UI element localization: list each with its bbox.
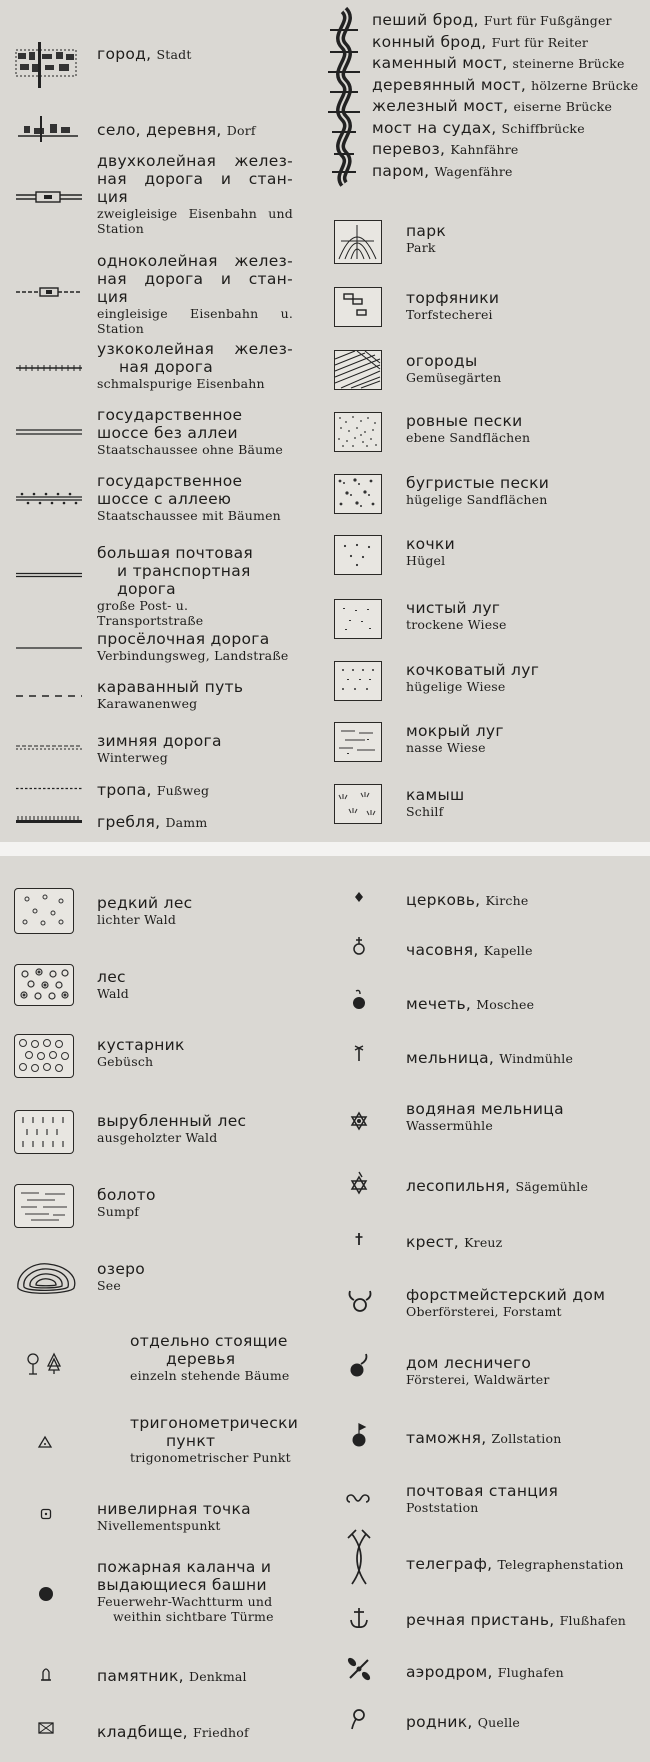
legend-item-double-track-railway — [0, 150, 330, 240]
label-de-car-ferry: Wagenfähre — [434, 163, 513, 179]
label-de-stone-bridge: steinerne Brücke — [512, 56, 625, 71]
label-ru-chapel: часовня, — [406, 941, 479, 959]
label-ru-caravan-route-1: караванный путь — [97, 678, 244, 696]
label-ru-iron-bridge: железный мост, — [372, 97, 509, 115]
label-ru-leveling-point: нивелирная точка — [97, 1500, 251, 1518]
clearcut-icon — [14, 1110, 74, 1154]
reeds-icon — [334, 784, 382, 824]
crossings-list — [372, 10, 647, 182]
legend-item-lake — [0, 1254, 330, 1310]
label-ru-single-track-1: одноколейная желез- — [97, 252, 293, 270]
label-ru-swamp: болото — [97, 1186, 156, 1204]
cross-icon — [354, 1232, 364, 1246]
legend-item-village — [0, 108, 330, 148]
country-road-icon — [16, 646, 82, 650]
label-ru-trig-point-2: пункт — [166, 1432, 216, 1450]
label-ru-foot-ford: пеший брод, — [372, 11, 479, 29]
label-ru-fire-tower-1: пожарная каланча и — [97, 1558, 272, 1576]
label-de-forestry-office: Oberförsterei, Forstamt — [406, 1304, 562, 1319]
legend-item-reeds — [330, 780, 650, 836]
label-de-cross: Kreuz — [464, 1235, 503, 1250]
label-ru-forester-house: дом лесничего — [406, 1354, 532, 1372]
path-icon — [16, 787, 82, 790]
label-de-windmill: Windmühle — [499, 1051, 574, 1066]
label-de-shrubs: Gebüsch — [97, 1054, 154, 1069]
label-ru-wooden-bridge: деревянный мост, — [372, 75, 527, 94]
legend-item-dam — [0, 808, 330, 834]
label-de-spring: Quelle — [477, 1715, 521, 1730]
label-ru-single-track-2: ная дорога и стан- — [97, 270, 293, 288]
label-ru-highway-no-trees-1: государственное — [97, 406, 243, 424]
label-ru-flat-sand: ровные пески — [406, 412, 523, 430]
label-ru-gardens: огороды — [406, 352, 478, 370]
legend-item-clearcut — [0, 1106, 330, 1166]
label-ru-winter-road-1: зимняя дорога — [97, 732, 222, 750]
label-ru-boat-ferry: перевоз, — [372, 140, 446, 158]
spring-icon — [350, 1708, 366, 1730]
label-ru-single-track-3: ция — [97, 288, 128, 306]
legend-item-monument — [0, 1658, 330, 1694]
city-icon — [12, 40, 82, 90]
trig-point-icon — [38, 1436, 52, 1448]
label-ru-narrow-gauge-1: узкоколейная желез- — [97, 340, 293, 358]
label-ru-double-track-3: ция — [97, 188, 128, 206]
legend-item-telegraph — [330, 1530, 650, 1596]
label-ru-highway-no-trees-2: шоссе без аллеи — [97, 424, 238, 442]
legend-item-river-pier — [330, 1604, 650, 1644]
label-de-fire-tower-1: Feuerwehr-Wachtturm und — [97, 1594, 273, 1609]
sawmill-icon — [350, 1172, 368, 1194]
label-ru-sawmill: лесопильня, — [406, 1177, 511, 1195]
hummocks-icon — [334, 535, 382, 575]
forest-icon — [14, 964, 74, 1006]
label-ru-airfield: аэродром, — [406, 1663, 493, 1681]
label-ru-path: тропа, — [97, 781, 152, 799]
label-de-hummocks: Hügel — [406, 553, 446, 568]
post-road-icon — [16, 572, 82, 578]
label-de-park: Park — [406, 240, 436, 255]
river-pier-icon — [348, 1606, 370, 1630]
label-ru-wet-meadow: мокрый луг — [406, 722, 504, 740]
legend-item-dry-meadow — [330, 595, 650, 651]
watermill-icon — [350, 1112, 368, 1130]
label-de-post-station: Poststation — [406, 1500, 479, 1515]
legend-item-post-station — [330, 1480, 650, 1528]
highway-no-trees-icon — [16, 428, 82, 436]
highway-trees-icon — [16, 492, 82, 504]
double-track-railway-icon — [16, 190, 82, 204]
legend-item-single-track-railway — [0, 250, 330, 336]
label-ru-single-trees-1: отдельно стоящие — [130, 1332, 288, 1350]
legend-item-customs — [330, 1418, 650, 1462]
label-ru-telegraph: телеграф, — [406, 1555, 493, 1573]
label-de-watermill: Wassermühle — [406, 1118, 493, 1133]
label-ru-windmill: мельница, — [406, 1049, 495, 1067]
label-de-dam: Damm — [165, 815, 208, 830]
legend-item-forestry-office — [330, 1284, 650, 1332]
label-de-trig-point-1: trigonometrischer Punkt — [130, 1450, 291, 1465]
label-ru-customs: таможня, — [406, 1429, 487, 1447]
legend-item-path — [0, 778, 330, 802]
hummocky-meadow-icon — [334, 661, 382, 701]
label-de-telegraph: Telegraphenstation — [497, 1557, 624, 1572]
label-ru-clearcut: вырубленный лес — [97, 1112, 247, 1130]
label-ru-cemetery: кладбище, — [97, 1723, 188, 1741]
legend-item-windmill — [330, 1040, 650, 1080]
label-de-double-track-2: Station — [97, 221, 145, 236]
label-de-hummocky-meadow: hügelige Wiese — [406, 679, 506, 694]
label-de-clearcut: ausgeholzter Wald — [97, 1130, 218, 1145]
legend-item-cemetery — [0, 1710, 330, 1750]
label-ru-forestry-office: форстмейстерский дом — [406, 1286, 606, 1304]
label-de-wooden-bridge: hölzerne Brücke — [531, 77, 639, 93]
label-de-narrow-gauge-1: schmalspurige Eisenbahn — [97, 376, 265, 391]
label-ru-mosque: мечеть, — [406, 995, 472, 1013]
narrow-gauge-railway-icon — [16, 364, 82, 372]
legend-item-narrow-gauge-railway — [0, 338, 330, 394]
telegraph-icon — [344, 1530, 374, 1588]
legend-item-peat — [330, 283, 650, 339]
legend-item-spring — [330, 1706, 650, 1750]
forestry-office-icon — [346, 1288, 374, 1314]
label-de-peat: Torfstecherei — [406, 307, 493, 322]
legend-item-gardens — [330, 346, 650, 402]
legend-item-forester-house — [330, 1348, 650, 1396]
label-de-flat-sand: ebene Sandflächen — [406, 430, 531, 445]
legend-item-single-trees — [0, 1330, 330, 1400]
river-crossings-icon — [322, 8, 366, 186]
fire-tower-icon — [38, 1586, 54, 1602]
legend-item-caravan-route — [0, 676, 330, 716]
cemetery-icon — [38, 1722, 54, 1734]
legend-item-highway-trees — [0, 470, 330, 528]
label-de-caravan-route-1: Karawanenweg — [97, 696, 198, 711]
label-de-iron-bridge: eiserne Brücke — [513, 99, 613, 114]
hilly-sand-icon — [334, 474, 382, 514]
legend-item-country-road — [0, 628, 330, 668]
label-de-reeds: Schilf — [406, 804, 444, 819]
label-ru-narrow-gauge-2: ная дорога — [119, 358, 214, 376]
label-ru-cross: крест, — [406, 1233, 460, 1251]
label-ru-hummocks: кочки — [406, 535, 455, 553]
caravan-route-icon — [16, 694, 82, 698]
label-ru-hilly-sand: бугристые пески — [406, 474, 550, 492]
mosque-icon — [352, 988, 366, 1010]
legend-item-airfield — [330, 1652, 650, 1696]
dry-meadow-icon — [334, 599, 382, 639]
label-de-highway-no-trees-1: Staatschaussee ohne Bäume — [97, 442, 284, 457]
legend-item-hummocky-meadow — [330, 657, 650, 713]
label-ru-double-track-2: ная дорога и стан- — [97, 170, 293, 188]
label-de-dry-meadow: trockene Wiese — [406, 617, 507, 632]
winter-road-icon — [16, 744, 82, 750]
gardens-icon — [334, 350, 382, 390]
shrubs-icon — [14, 1034, 74, 1078]
label-ru-park: парк — [406, 222, 447, 240]
label-de-city: Stadt — [156, 47, 192, 62]
legend-item-leveling-point — [0, 1492, 330, 1540]
single-track-railway-icon — [16, 286, 82, 298]
post-station-icon — [346, 1492, 370, 1506]
label-de-hilly-sand: hügelige Sandflächen — [406, 492, 548, 507]
label-ru-dry-meadow: чистый луг — [406, 599, 501, 617]
legend-item-hilly-sand — [330, 470, 650, 526]
label-ru-river-pier: речная пристань, — [406, 1611, 555, 1629]
label-ru-double-track-1: двухколейная желез- — [97, 152, 293, 170]
swamp-icon — [14, 1184, 74, 1228]
airfield-icon — [344, 1654, 374, 1684]
label-de-airfield: Flughafen — [497, 1665, 564, 1680]
label-ru-peat: торфяники — [406, 289, 500, 307]
legend-item-post-road — [0, 542, 330, 628]
label-ru-reeds: камыш — [406, 786, 465, 804]
label-ru-city: город, — [97, 45, 152, 63]
customs-icon — [350, 1422, 368, 1448]
chapel-icon — [352, 936, 366, 956]
peat-icon — [334, 287, 382, 327]
label-ru-country-road-1: просёлочная дорога — [97, 630, 270, 648]
label-ru-spring: родник, — [406, 1713, 473, 1731]
legend-item-mosque — [330, 984, 650, 1024]
park-icon — [334, 220, 382, 264]
wet-meadow-icon — [334, 722, 382, 762]
legend-item-swamp — [0, 1180, 330, 1240]
label-ru-sparse-forest: редкий лес — [97, 894, 193, 912]
legend-item-fire-tower — [0, 1554, 330, 1644]
label-de-path: Fußweg — [156, 783, 210, 798]
label-de-swamp: Sumpf — [97, 1204, 140, 1219]
monument-icon — [40, 1666, 52, 1682]
legend-item-city — [0, 0, 330, 100]
label-ru-highway-trees-1: государственное — [97, 472, 243, 490]
church-icon — [354, 892, 364, 902]
label-ru-post-road-2: и транспортная — [117, 562, 251, 580]
label-ru-stone-bridge: каменный мост, — [372, 54, 508, 72]
forester-house-icon — [348, 1352, 370, 1378]
label-de-country-road-1: Verbindungsweg, Landstraße — [97, 648, 289, 663]
label-de-village: Dorf — [226, 123, 256, 138]
legend-item-winter-road — [0, 730, 330, 770]
label-de-forest: Wald — [97, 986, 130, 1001]
legend-item-hummocks — [330, 531, 650, 587]
label-de-single-track-1: eingleisige Eisenbahn u. Station — [97, 306, 293, 336]
label-de-monument: Denkmal — [188, 1669, 247, 1684]
label-de-gardens: Gemüsegärten — [406, 370, 502, 385]
label-de-chapel: Kapelle — [483, 943, 533, 958]
label-ru-shrubs: кустарник — [97, 1036, 185, 1054]
label-de-pontoon-bridge: Schiffbrücke — [501, 120, 585, 136]
label-de-winter-road-1: Winterweg — [97, 750, 168, 765]
label-de-lake: See — [97, 1278, 121, 1293]
flat-sand-icon — [334, 412, 382, 452]
label-de-boat-ferry: Kahnfähre — [450, 142, 519, 157]
label-ru-horse-ford: конный брод, — [372, 32, 487, 51]
legend-item-sawmill — [330, 1170, 650, 1210]
label-de-customs: Zollstation — [491, 1431, 562, 1446]
label-de-forester-house: Försterei, Waldwärter — [406, 1372, 550, 1387]
label-de-foot-ford: Furt für Fußgänger — [483, 13, 612, 28]
label-ru-post-station: почтовая станция — [406, 1482, 559, 1500]
legend-item-sparse-forest — [0, 884, 330, 944]
label-ru-hummocky-meadow: кочковатый луг — [406, 661, 540, 679]
label-ru-pontoon-bridge: мост на судах, — [372, 118, 497, 137]
label-de-double-track-1: zweigleisige Eisenbahn und — [97, 206, 293, 221]
label-de-highway-trees-1: Staatschaussee mit Bäumen — [97, 508, 281, 523]
legend-item-watermill — [330, 1098, 650, 1146]
legend-item-wet-meadow — [330, 718, 650, 774]
lake-icon — [14, 1258, 80, 1296]
label-de-fire-tower-2: weithin sichtbare Türme — [113, 1609, 274, 1624]
sheet-divider — [0, 842, 650, 856]
label-de-church: Kirche — [485, 893, 529, 908]
label-de-river-pier: Flußhafen — [559, 1613, 627, 1628]
label-ru-single-trees-2: деревья — [166, 1350, 236, 1368]
legend-item-flat-sand — [330, 408, 650, 464]
legend-item-park — [330, 216, 650, 272]
legend-item-trig-point — [0, 1412, 330, 1484]
label-ru-car-ferry: паром, — [372, 161, 430, 180]
label-de-mosque: Moschee — [476, 997, 535, 1012]
label-ru-monument: памятник, — [97, 1667, 184, 1685]
sparse-forest-icon — [14, 888, 74, 934]
label-de-sawmill: Sägemühle — [515, 1179, 589, 1194]
label-ru-fire-tower-2: выдающиеся башни — [97, 1576, 267, 1594]
label-ru-church: церковь, — [406, 891, 481, 909]
label-ru-dam: гребля, — [97, 813, 161, 831]
legend-item-highway-no-trees — [0, 404, 330, 462]
dam-icon — [16, 816, 82, 824]
windmill-icon — [354, 1044, 364, 1062]
label-ru-forest: лес — [97, 968, 126, 986]
legend-item-shrubs — [0, 1030, 330, 1090]
legend-item-cross — [330, 1226, 650, 1266]
label-ru-highway-trees-2: шоссе с аллеею — [97, 490, 232, 508]
leveling-point-icon — [40, 1508, 52, 1520]
label-de-wet-meadow: nasse Wiese — [406, 740, 486, 755]
label-ru-lake: озеро — [97, 1260, 146, 1278]
village-icon — [16, 114, 80, 144]
label-ru-trig-point-1: тригонометрически — [130, 1414, 299, 1432]
label-de-cemetery: Friedhof — [192, 1725, 249, 1740]
label-ru-village: село, деревня, — [97, 121, 222, 139]
label-de-post-road-1: große Post- u. Transportstraße — [97, 598, 204, 628]
legend-item-forest — [0, 960, 330, 1016]
label-de-single-trees-1: einzeln stehende Bäume — [130, 1368, 290, 1383]
legend-item-church — [330, 884, 650, 924]
label-ru-watermill: водяная мельница — [406, 1100, 564, 1118]
label-de-horse-ford: Furt für Reiter — [491, 34, 589, 50]
label-de-leveling-point: Nivellementspunkt — [97, 1518, 221, 1533]
label-ru-post-road-3: дорога — [117, 580, 176, 598]
legend-item-chapel — [330, 932, 650, 972]
label-ru-post-road-1: большая почтовая — [97, 544, 254, 562]
label-de-sparse-forest: lichter Wald — [97, 912, 177, 927]
single-trees-icon — [24, 1352, 64, 1376]
